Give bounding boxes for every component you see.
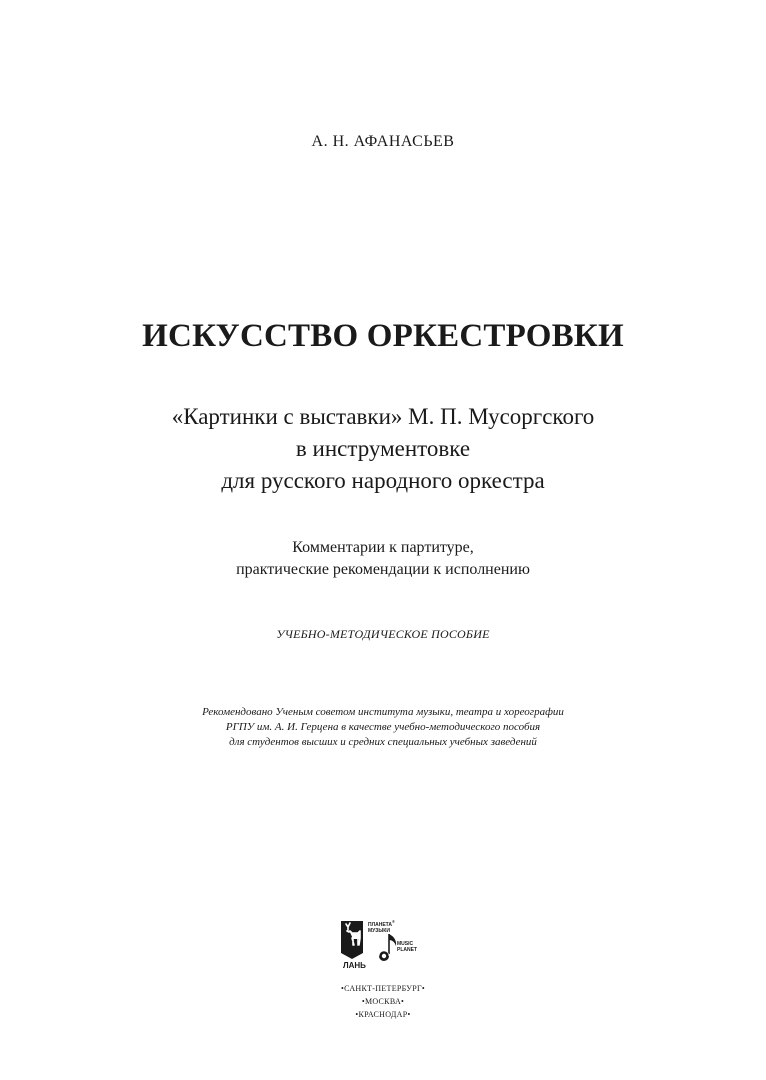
publication-type: УЧЕБНО-МЕТОДИЧЕСКОЕ ПОСОБИЕ [276,627,490,641]
subtitle-line: для русского народного оркестра [221,468,545,493]
logo-planet-line1: ПЛАНЕТА [368,922,393,928]
book-title: ИСКУССТВО ОРКЕСТРОВКИ [142,318,624,354]
logo-planet-line2: МУЗЫКИ [368,928,390,934]
subtitle-line: в инструментовке [295,436,471,461]
author-name: А. Н. АФАНАСЬЕВ [311,133,455,150]
logo-music-line2: PLANET [397,947,417,953]
city-line: •САНКТ-ПЕТЕРБУРГ• [340,984,426,993]
deer-emblem-icon [341,921,363,959]
subtitle-line: «Картинки с выставки» М. П. Мусоргского [171,404,595,429]
recommendation-line: РГПУ им. А. И. Герцена в качестве учебно-методического пособия [225,721,541,733]
comment-line: практические рекомендации к исполнению [236,561,530,578]
publisher-logo [339,918,431,974]
city-line: •МОСКВА• [361,997,405,1006]
recommendation-line: Рекомендовано Ученым советом института музыки, театра и хореографии [202,706,564,718]
recommendation-line: для студентов высших и средних специальных учебных заведений [229,736,537,748]
logo-main-text: ЛАНЬ [343,961,366,970]
comment-line: Комментарии к партитуре, [292,539,474,556]
city-line: •КРАСНОДАР• [355,1010,411,1019]
logo-registered-mark: ® [392,919,395,924]
music-note-icon [379,934,396,961]
logo-music-line1: MUSIC [397,941,414,947]
